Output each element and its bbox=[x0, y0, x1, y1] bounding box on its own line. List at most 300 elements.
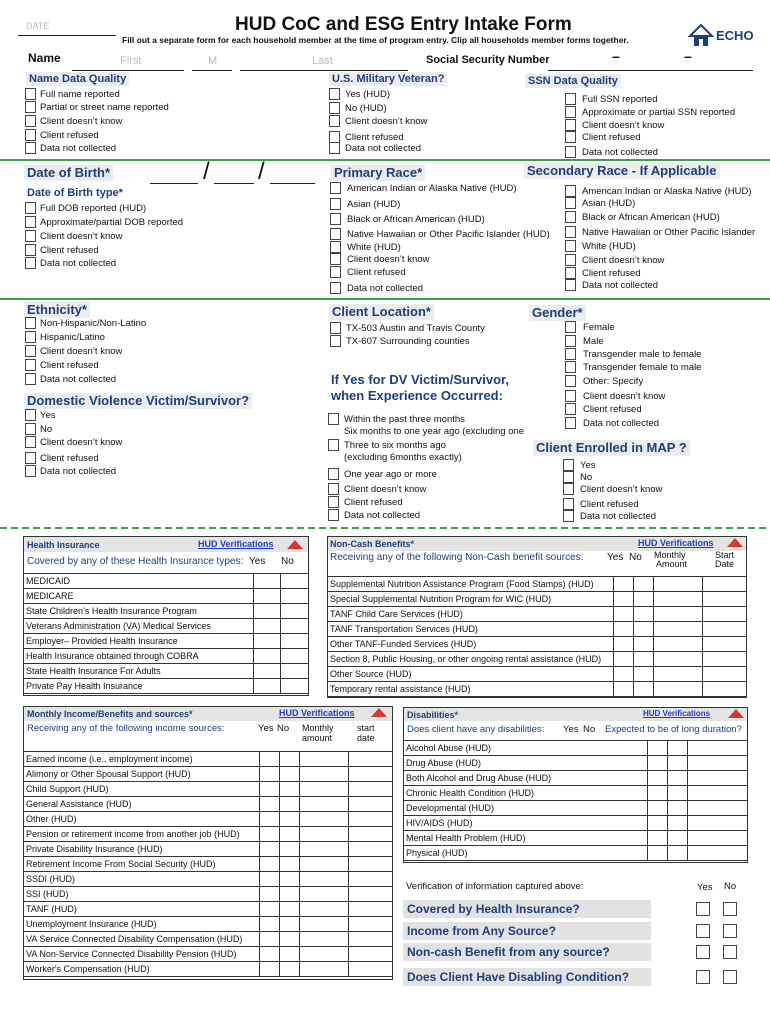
dv-when-checkbox[interactable] bbox=[328, 468, 339, 480]
noncash-row-label: TANF Transportation Services (HUD) bbox=[328, 622, 614, 637]
verification-no-checkbox[interactable] bbox=[723, 970, 737, 984]
disabilities-no-cell[interactable] bbox=[668, 771, 688, 786]
noncash-no-cell[interactable] bbox=[633, 667, 653, 682]
start-date-col-label: date bbox=[357, 733, 375, 743]
disabilities-yes-cell[interactable] bbox=[648, 846, 668, 861]
primary-race-checkbox[interactable] bbox=[330, 253, 341, 265]
gender-checkbox[interactable] bbox=[565, 375, 576, 387]
income-yes-cell[interactable] bbox=[259, 782, 279, 797]
gender-option-label: Transgender male to female bbox=[583, 349, 702, 360]
income-monthly-amount-cell[interactable] bbox=[299, 797, 349, 812]
noncash-start-date-cell[interactable] bbox=[703, 592, 747, 607]
income-no-cell[interactable] bbox=[279, 797, 299, 812]
income-start-date-cell[interactable] bbox=[349, 887, 393, 902]
health-insurance-no-cell[interactable] bbox=[281, 679, 309, 694]
secondary-race-checkbox[interactable] bbox=[565, 185, 576, 197]
noncash-monthly-amount-cell[interactable] bbox=[653, 622, 703, 637]
ssn-quality-checkbox[interactable] bbox=[565, 131, 576, 143]
disabilities-yes-cell[interactable] bbox=[648, 756, 668, 771]
disabilities-long-duration-cell[interactable] bbox=[688, 786, 748, 801]
income-no-cell[interactable] bbox=[279, 962, 299, 977]
income-monthly-amount-cell[interactable] bbox=[299, 812, 349, 827]
disabilities-row-label: Alcohol Abuse (HUD) bbox=[404, 741, 648, 756]
disabilities-long-duration-cell[interactable] bbox=[688, 756, 748, 771]
first-name-field[interactable] bbox=[72, 70, 184, 71]
income-yes-cell[interactable] bbox=[259, 962, 279, 977]
table-row bbox=[404, 741, 748, 756]
health-insurance-row-label: Employer– Provided Health Insurance bbox=[24, 634, 254, 649]
dob-type-checkbox[interactable] bbox=[25, 202, 36, 214]
income-start-date-cell[interactable] bbox=[349, 947, 393, 962]
health-insurance-no-cell[interactable] bbox=[281, 589, 309, 604]
noncash-no-cell[interactable] bbox=[633, 637, 653, 652]
veteran-checkbox[interactable] bbox=[329, 102, 340, 114]
table-row bbox=[328, 667, 747, 682]
no-col-label: No bbox=[724, 881, 737, 892]
health-insurance-yes-cell[interactable] bbox=[253, 604, 281, 619]
client-location-checkbox[interactable] bbox=[330, 322, 341, 334]
income-start-date-cell[interactable] bbox=[349, 932, 393, 947]
income-monthly-amount-cell[interactable] bbox=[299, 962, 349, 977]
noncash-row-label: Section 8, Public Housing, or other ongoing rental assistance (HUD) bbox=[328, 652, 614, 667]
health-insurance-row-label: Health Insurance obtained through COBRA bbox=[24, 649, 254, 664]
income-start-date-cell[interactable] bbox=[349, 767, 393, 782]
primary-race-checkbox[interactable] bbox=[330, 266, 341, 278]
ssn-quality-checkbox[interactable] bbox=[565, 106, 576, 118]
date-line[interactable] bbox=[18, 35, 116, 36]
ethnicity-checkbox[interactable] bbox=[25, 317, 36, 329]
ethnicity-header: Ethnicity* bbox=[24, 302, 90, 318]
secondary-race-option-label: Data not collected bbox=[582, 280, 659, 291]
dob-type-option-label: Approximate/partial DOB reported bbox=[40, 217, 184, 228]
health-insurance-table bbox=[23, 573, 309, 694]
table-row bbox=[24, 679, 309, 694]
disabilities-yes-cell[interactable] bbox=[648, 786, 668, 801]
verification-label: Verification of information captured above: bbox=[406, 881, 584, 892]
income-row-label: VA Service Connected Disability Compensation (HUD) bbox=[24, 932, 260, 947]
income-start-date-cell[interactable] bbox=[349, 917, 393, 932]
noncash-start-date-cell[interactable] bbox=[703, 652, 747, 667]
income-yes-cell[interactable] bbox=[259, 752, 279, 767]
noncash-yes-cell[interactable] bbox=[613, 637, 633, 652]
table-row bbox=[24, 917, 393, 932]
table-row bbox=[24, 947, 393, 962]
client-location-option-label: TX-607 Surrounding counties bbox=[346, 336, 470, 347]
primary-race-option-label: Black or African American (HUD) bbox=[347, 214, 485, 225]
income-monthly-amount-cell[interactable] bbox=[299, 902, 349, 917]
hud-verifications-link[interactable]: HUD Verifications bbox=[198, 539, 274, 549]
health-insurance-no-cell[interactable] bbox=[281, 649, 309, 664]
secondary-race-checkbox[interactable] bbox=[565, 279, 576, 291]
dv-checkbox[interactable] bbox=[25, 423, 36, 435]
income-yes-cell[interactable] bbox=[259, 872, 279, 887]
veteran-checkbox[interactable] bbox=[329, 142, 340, 154]
disabilities-no-cell[interactable] bbox=[668, 816, 688, 831]
long-duration-label: Expected to be of long duration? bbox=[605, 724, 742, 735]
noncash-no-cell[interactable] bbox=[633, 652, 653, 667]
client-location-checkbox[interactable] bbox=[330, 335, 341, 347]
name-quality-checkbox[interactable] bbox=[25, 101, 36, 113]
income-no-cell[interactable] bbox=[279, 872, 299, 887]
section-divider bbox=[0, 527, 770, 529]
ethnicity-checkbox[interactable] bbox=[25, 359, 36, 371]
map-checkbox[interactable] bbox=[563, 459, 574, 471]
noncash-yes-cell[interactable] bbox=[613, 577, 633, 592]
echo-logo bbox=[688, 22, 756, 48]
noncash-yes-cell[interactable] bbox=[613, 607, 633, 622]
noncash-start-date-cell[interactable] bbox=[703, 682, 747, 697]
name-quality-checkbox[interactable] bbox=[25, 88, 36, 100]
income-monthly-amount-cell[interactable] bbox=[299, 767, 349, 782]
dv-checkbox[interactable] bbox=[25, 465, 36, 477]
verification-yes-checkbox[interactable] bbox=[696, 924, 710, 938]
income-no-cell[interactable] bbox=[279, 887, 299, 902]
name-quality-checkbox[interactable] bbox=[25, 115, 36, 127]
noncash-monthly-amount-cell[interactable] bbox=[653, 667, 703, 682]
dv-when-header-line1: If Yes for DV Victim/Survivor, bbox=[331, 372, 509, 387]
income-monthly-amount-cell[interactable] bbox=[299, 917, 349, 932]
yes-col-label: Yes bbox=[563, 724, 579, 735]
hud-verifications-link[interactable]: HUD Verifications bbox=[643, 709, 711, 718]
map-option-label: Client refused bbox=[580, 499, 639, 510]
table-row bbox=[404, 756, 748, 771]
disabilities-no-cell[interactable] bbox=[668, 831, 688, 846]
primary-race-option-label: Client refused bbox=[347, 267, 406, 278]
noncash-row-label: Other TANF-Funded Services (HUD) bbox=[328, 637, 614, 652]
noncash-monthly-amount-cell[interactable] bbox=[653, 652, 703, 667]
gender-checkbox[interactable] bbox=[565, 361, 576, 373]
disabilities-title: Disabilities* bbox=[407, 710, 459, 720]
secondary-race-checkbox[interactable] bbox=[565, 240, 576, 252]
income-monthly-amount-cell[interactable] bbox=[299, 827, 349, 842]
dob-month-field[interactable] bbox=[150, 183, 198, 184]
primary-race-checkbox[interactable] bbox=[330, 198, 341, 210]
disabilities-yes-cell[interactable] bbox=[648, 801, 668, 816]
dv-when-option-label: Data not collected bbox=[344, 510, 421, 521]
table-row bbox=[24, 962, 393, 977]
veteran-option-label: Client refused bbox=[345, 132, 404, 143]
disabilities-yes-cell[interactable] bbox=[648, 831, 668, 846]
verification-no-checkbox[interactable] bbox=[723, 945, 737, 959]
income-monthly-amount-cell[interactable] bbox=[299, 752, 349, 767]
disabilities-long-duration-cell[interactable] bbox=[688, 831, 748, 846]
verification-yes-checkbox[interactable] bbox=[696, 970, 710, 984]
health-insurance-no-cell[interactable] bbox=[281, 664, 309, 679]
health-insurance-no-cell[interactable] bbox=[281, 574, 309, 589]
noncash-start-date-cell[interactable] bbox=[703, 637, 747, 652]
dob-type-checkbox[interactable] bbox=[25, 230, 36, 242]
health-insurance-no-cell[interactable] bbox=[281, 634, 309, 649]
income-no-cell[interactable] bbox=[279, 947, 299, 962]
yes-col-label: Yes bbox=[607, 552, 624, 563]
secondary-race-checkbox[interactable] bbox=[565, 226, 576, 238]
ssn-data-quality-header: SSN Data Quality bbox=[525, 74, 621, 88]
gender-option-label: Client refused bbox=[583, 404, 642, 415]
veteran-option-label: Data not collected bbox=[345, 143, 422, 154]
primary-race-checkbox[interactable] bbox=[330, 282, 341, 294]
dv-when-checkbox[interactable] bbox=[328, 496, 339, 508]
verification-no-checkbox[interactable] bbox=[723, 924, 737, 938]
ethnicity-option-label: Client refused bbox=[40, 360, 99, 371]
section-divider bbox=[0, 298, 770, 300]
table-row bbox=[328, 607, 747, 622]
primary-race-checkbox[interactable] bbox=[330, 228, 341, 240]
map-option-label: Data not collected bbox=[580, 511, 657, 522]
primary-race-checkbox[interactable] bbox=[330, 213, 341, 225]
income-no-cell[interactable] bbox=[279, 782, 299, 797]
dob-year-field[interactable] bbox=[270, 183, 315, 184]
income-row-label: Earned income (i.e., employment income) bbox=[24, 752, 260, 767]
ssn-quality-option-label: Data not collected bbox=[582, 147, 659, 158]
income-row-label: Unemployment Insurance (HUD) bbox=[24, 917, 260, 932]
ethnicity-checkbox[interactable] bbox=[25, 373, 36, 385]
income-no-cell[interactable] bbox=[279, 917, 299, 932]
disabilities-long-duration-cell[interactable] bbox=[688, 846, 748, 861]
dv-when-checkbox[interactable] bbox=[328, 439, 339, 451]
noncash-start-date-cell[interactable] bbox=[703, 667, 747, 682]
dv-when-option-label: One year ago or more bbox=[344, 469, 437, 480]
disabilities-no-cell[interactable] bbox=[668, 741, 688, 756]
income-no-cell[interactable] bbox=[279, 902, 299, 917]
health-insurance-yes-cell[interactable] bbox=[253, 634, 281, 649]
table-row bbox=[24, 872, 393, 887]
disabilities-long-duration-cell[interactable] bbox=[688, 816, 748, 831]
hud-verifications-link[interactable]: HUD Verifications bbox=[638, 538, 714, 548]
dv-when-checkbox[interactable] bbox=[328, 413, 339, 425]
disabilities-no-cell[interactable] bbox=[668, 801, 688, 816]
income-start-date-cell[interactable] bbox=[349, 902, 393, 917]
name-quality-checkbox[interactable] bbox=[25, 129, 36, 141]
income-yes-cell[interactable] bbox=[259, 812, 279, 827]
health-insurance-yes-cell[interactable] bbox=[253, 619, 281, 634]
noncash-monthly-amount-cell[interactable] bbox=[653, 577, 703, 592]
income-monthly-amount-cell[interactable] bbox=[299, 887, 349, 902]
primary-race-checkbox[interactable] bbox=[330, 241, 341, 253]
gender-checkbox[interactable] bbox=[565, 403, 576, 415]
income-row-label: VA Non-Service Connected Disability Pension (HUD) bbox=[24, 947, 260, 962]
map-checkbox[interactable] bbox=[563, 483, 574, 495]
no-col-label: No bbox=[277, 723, 290, 734]
income-start-date-cell[interactable] bbox=[349, 752, 393, 767]
health-insurance-row-label: State Health Insurance For Adults bbox=[24, 664, 254, 679]
income-yes-cell[interactable] bbox=[259, 947, 279, 962]
ssn-quality-checkbox[interactable] bbox=[565, 119, 576, 131]
verification-yes-checkbox[interactable] bbox=[696, 945, 710, 959]
noncash-no-cell[interactable] bbox=[633, 577, 653, 592]
income-yes-cell[interactable] bbox=[259, 842, 279, 857]
secondary-race-option-label: American Indian or Alaska Native (HUD) bbox=[582, 186, 752, 197]
income-monthly-amount-cell[interactable] bbox=[299, 947, 349, 962]
start-date-col-label: Start bbox=[715, 550, 735, 560]
secondary-race-checkbox[interactable] bbox=[565, 197, 576, 209]
disabilities-row-label: Chronic Health Condition (HUD) bbox=[404, 786, 648, 801]
name-quality-checkbox[interactable] bbox=[25, 142, 36, 154]
dv-checkbox[interactable] bbox=[25, 436, 36, 448]
table-row bbox=[24, 767, 393, 782]
noncash-yes-cell[interactable] bbox=[613, 652, 633, 667]
last-name-field[interactable] bbox=[240, 70, 408, 71]
name-quality-option-label: Partial or street name reported bbox=[40, 102, 169, 113]
income-start-date-cell[interactable] bbox=[349, 962, 393, 977]
noncash-yes-cell[interactable] bbox=[613, 667, 633, 682]
dv-checkbox[interactable] bbox=[25, 452, 36, 464]
income-yes-cell[interactable] bbox=[259, 797, 279, 812]
ssn-label: Social Security Number bbox=[426, 54, 550, 66]
income-monthly-amount-cell[interactable] bbox=[299, 782, 349, 797]
income-start-date-cell[interactable] bbox=[349, 842, 393, 857]
secondary-race-option-label: White (HUD) bbox=[582, 241, 636, 252]
income-no-cell[interactable] bbox=[279, 857, 299, 872]
gender-checkbox[interactable] bbox=[565, 321, 576, 333]
noncash-no-cell[interactable] bbox=[633, 607, 653, 622]
income-start-date-cell[interactable] bbox=[349, 782, 393, 797]
income-monthly-amount-cell[interactable] bbox=[299, 932, 349, 947]
gender-checkbox[interactable] bbox=[565, 417, 576, 429]
noncash-yes-cell[interactable] bbox=[613, 592, 633, 607]
income-start-date-cell[interactable] bbox=[349, 857, 393, 872]
income-no-cell[interactable] bbox=[279, 767, 299, 782]
first-name-placeholder: First bbox=[120, 55, 142, 67]
income-receiving-label: Receiving any of the following income sources: bbox=[27, 723, 225, 734]
secondary-race-checkbox[interactable] bbox=[565, 267, 576, 279]
health-insurance-yes-cell[interactable] bbox=[253, 664, 281, 679]
dob-type-checkbox[interactable] bbox=[25, 244, 36, 256]
veteran-option-label: No (HUD) bbox=[345, 103, 387, 114]
table-row bbox=[24, 634, 309, 649]
dob-type-checkbox[interactable] bbox=[25, 257, 36, 269]
income-no-cell[interactable] bbox=[279, 752, 299, 767]
income-start-date-cell[interactable] bbox=[349, 872, 393, 887]
dob-day-field[interactable] bbox=[214, 183, 254, 184]
secondary-race-option-label: Client refused bbox=[582, 268, 641, 279]
middle-initial-field[interactable] bbox=[192, 70, 232, 71]
yes-col-label: Yes bbox=[697, 882, 713, 893]
table-row bbox=[24, 827, 393, 842]
page-title: HUD CoC and ESG Entry Intake Form bbox=[235, 14, 572, 35]
disabilities-yes-cell[interactable] bbox=[648, 771, 668, 786]
noncash-start-date-cell[interactable] bbox=[703, 577, 747, 592]
verification-yes-checkbox[interactable] bbox=[696, 902, 710, 916]
secondary-race-checkbox[interactable] bbox=[565, 211, 576, 223]
gender-option-label: Female bbox=[583, 322, 615, 333]
primary-race-checkbox[interactable] bbox=[330, 182, 341, 194]
income-row-label: Retirement Income From Social Security (HUD) bbox=[24, 857, 260, 872]
monthly-amount-col-label: Monthly bbox=[302, 723, 334, 733]
noncash-start-date-cell[interactable] bbox=[703, 607, 747, 622]
income-no-cell[interactable] bbox=[279, 842, 299, 857]
income-yes-cell[interactable] bbox=[259, 932, 279, 947]
hud-verifications-link[interactable]: HUD Verifications bbox=[279, 708, 355, 718]
noncash-start-date-cell[interactable] bbox=[703, 622, 747, 637]
income-start-date-cell[interactable] bbox=[349, 797, 393, 812]
disabilities-yes-cell[interactable] bbox=[648, 741, 668, 756]
no-col-label: No bbox=[629, 552, 642, 563]
disabilities-long-duration-cell[interactable] bbox=[688, 741, 748, 756]
income-row-label: SSDI (HUD) bbox=[24, 872, 260, 887]
noncash-monthly-amount-cell[interactable] bbox=[653, 592, 703, 607]
map-checkbox[interactable] bbox=[563, 471, 574, 483]
income-monthly-amount-cell[interactable] bbox=[299, 842, 349, 857]
dv-checkbox[interactable] bbox=[25, 409, 36, 421]
noncash-no-cell[interactable] bbox=[633, 592, 653, 607]
noncash-yes-cell[interactable] bbox=[613, 682, 633, 697]
dv-when-option-label: Six months to one year ago (excluding one bbox=[344, 426, 525, 437]
dob-type-option-label: Client refused bbox=[40, 245, 99, 256]
health-insurance-yes-cell[interactable] bbox=[253, 574, 281, 589]
dob-type-checkbox[interactable] bbox=[25, 216, 36, 228]
secondary-race-header: Secondary Race - If Applicable bbox=[524, 163, 720, 179]
map-checkbox[interactable] bbox=[563, 498, 574, 510]
ssn-quality-checkbox[interactable] bbox=[565, 146, 576, 158]
income-yes-cell[interactable] bbox=[259, 857, 279, 872]
noncash-monthly-amount-cell[interactable] bbox=[653, 607, 703, 622]
secondary-race-checkbox[interactable] bbox=[565, 254, 576, 266]
gender-option-label: Other: Specify bbox=[583, 376, 644, 387]
noncash-no-cell[interactable] bbox=[633, 622, 653, 637]
warning-triangle-icon bbox=[728, 709, 744, 718]
health-insurance-no-cell[interactable] bbox=[281, 604, 309, 619]
noncash-no-cell[interactable] bbox=[633, 682, 653, 697]
disabilities-no-cell[interactable] bbox=[668, 756, 688, 771]
ssn-quality-checkbox[interactable] bbox=[565, 93, 576, 105]
table-row bbox=[404, 786, 748, 801]
noncash-monthly-amount-cell[interactable] bbox=[653, 682, 703, 697]
table-row bbox=[24, 619, 309, 634]
ssn-quality-option-label: Client refused bbox=[582, 132, 641, 143]
income-yes-cell[interactable] bbox=[259, 917, 279, 932]
income-start-date-cell[interactable] bbox=[349, 827, 393, 842]
ssn-field[interactable] bbox=[548, 70, 753, 71]
income-no-cell[interactable] bbox=[279, 827, 299, 842]
income-yes-cell[interactable] bbox=[259, 767, 279, 782]
gender-checkbox[interactable] bbox=[565, 335, 576, 347]
noncash-monthly-amount-cell[interactable] bbox=[653, 637, 703, 652]
verification-no-checkbox[interactable] bbox=[723, 902, 737, 916]
ssn-quality-option-label: Full SSN reported bbox=[582, 94, 658, 105]
income-yes-cell[interactable] bbox=[259, 902, 279, 917]
disabilities-no-cell[interactable] bbox=[668, 786, 688, 801]
disabilities-long-duration-cell[interactable] bbox=[688, 771, 748, 786]
income-yes-cell[interactable] bbox=[259, 827, 279, 842]
noncash-yes-cell[interactable] bbox=[613, 622, 633, 637]
gender-checkbox[interactable] bbox=[565, 348, 576, 360]
ethnicity-checkbox[interactable] bbox=[25, 331, 36, 343]
noncash-row-label: Other Source (HUD) bbox=[328, 667, 614, 682]
income-no-cell[interactable] bbox=[279, 932, 299, 947]
income-monthly-amount-cell[interactable] bbox=[299, 872, 349, 887]
income-yes-cell[interactable] bbox=[259, 887, 279, 902]
health-insurance-yes-cell[interactable] bbox=[253, 679, 281, 694]
dv-when-option-label: Within the past three months bbox=[344, 414, 465, 425]
disabilities-yes-cell[interactable] bbox=[648, 816, 668, 831]
health-insurance-yes-cell[interactable] bbox=[253, 649, 281, 664]
ethnicity-checkbox[interactable] bbox=[25, 345, 36, 357]
map-checkbox[interactable] bbox=[563, 510, 574, 522]
health-insurance-no-cell[interactable] bbox=[281, 619, 309, 634]
dv-when-checkbox[interactable] bbox=[328, 509, 339, 521]
disabilities-long-duration-cell[interactable] bbox=[688, 801, 748, 816]
disabilities-no-cell[interactable] bbox=[668, 846, 688, 861]
gender-checkbox[interactable] bbox=[565, 390, 576, 402]
income-row-label: Private Disability Insurance (HUD) bbox=[24, 842, 260, 857]
veteran-checkbox[interactable] bbox=[329, 115, 340, 127]
income-start-date-cell[interactable] bbox=[349, 812, 393, 827]
health-insurance-yes-cell[interactable] bbox=[253, 589, 281, 604]
veteran-checkbox[interactable] bbox=[329, 88, 340, 100]
dv-when-checkbox[interactable] bbox=[328, 483, 339, 495]
income-monthly-amount-cell[interactable] bbox=[299, 857, 349, 872]
income-no-cell[interactable] bbox=[279, 812, 299, 827]
